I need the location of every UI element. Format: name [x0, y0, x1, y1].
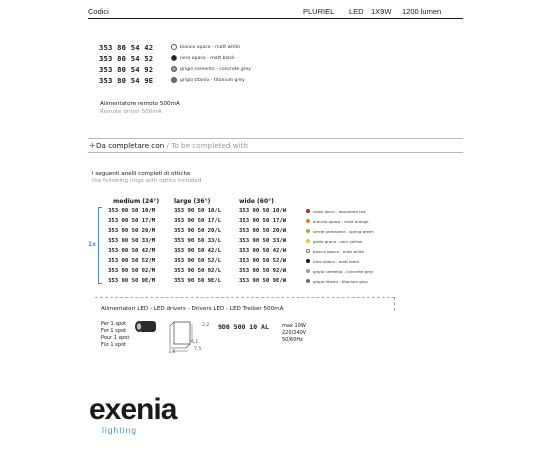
column-medium: medium (24°) — [113, 198, 160, 205]
color-name: grigio titanio - titanium grey — [180, 78, 245, 83]
ring-swatch — [306, 229, 310, 233]
spot-icon — [130, 316, 160, 340]
ring-swatch — [306, 259, 310, 263]
ring-color-name: nero opaco - matt black — [313, 259, 360, 264]
color-name: grigio cemento - concrete grey — [180, 67, 252, 72]
ring-code-large: 353 90 50 9E/L — [174, 278, 222, 284]
per-spot-en: For 1 spot — [101, 328, 126, 334]
header-product: PLURIEL — [303, 7, 335, 16]
ring-color-name: grigio cemento - concrete grey — [313, 269, 374, 274]
rings-intro-en: the following rings with optics included — [92, 178, 202, 184]
brand-logo: exenia — [89, 393, 177, 426]
remote-driver-it: Alimentatore remoto 500mA — [100, 101, 180, 107]
ring-color-name: rosso lacca - lacquered red — [313, 209, 366, 214]
ring-swatch — [306, 249, 310, 253]
header-rule — [88, 18, 463, 19]
column-wide: wide (60°) — [239, 198, 274, 205]
ring-code-large: 353 90 50 20/L — [174, 228, 222, 234]
ring-swatch — [306, 279, 310, 283]
ring-code-large: 353 90 50 92/L — [174, 268, 222, 274]
group-bracket — [98, 207, 102, 284]
ring-code-large: 353 90 50 10/L — [174, 208, 222, 214]
ring-color-name: verde primavera - spring green — [313, 229, 374, 234]
ring-code-wide: 353 90 50 20/W — [239, 228, 287, 234]
ring-code-wide: 353 90 50 17/W — [239, 218, 287, 224]
brand-logo-sub: lighting — [102, 425, 137, 435]
product-code: 353 80 54 42 — [99, 43, 154, 52]
rings-intro-it: i seguenti anelli completi di ottiche — [92, 171, 191, 177]
ring-code-wide: 353 90 50 42/W — [239, 248, 287, 254]
ring-code-medium: 353 90 50 9E/M — [108, 278, 156, 284]
ring-code-large: 353 90 50 52/L — [174, 258, 222, 264]
per-spot-it: Per 1 spot — [101, 321, 127, 327]
quantity-multiplier: 1x — [88, 241, 97, 248]
driver-spec: 220/240V — [282, 330, 307, 336]
color-swatch — [171, 55, 177, 61]
section-rule — [88, 138, 463, 139]
ring-code-medium: 353 90 50 20/M — [108, 228, 156, 234]
ring-code-wide: 353 90 50 33/W — [239, 238, 287, 244]
header-codes-label: Codici — [88, 7, 109, 16]
dimension-label: 7,5 — [194, 347, 202, 352]
driver-spec: max 10W — [282, 323, 306, 329]
header-power: 1X9W — [371, 7, 392, 16]
ring-swatch — [306, 219, 310, 223]
driver-code: 9D0 500 10 AL — [218, 323, 269, 331]
header-flux: 1200 lumen — [402, 7, 442, 16]
header-type: LED — [349, 7, 364, 16]
color-swatch — [171, 77, 177, 83]
ring-code-medium: 353 90 50 52/M — [108, 258, 156, 264]
ring-color-name: giallo grano - corn yellow — [313, 239, 363, 244]
product-code: 353 80 54 9E — [99, 76, 154, 85]
ring-code-wide: 353 90 50 52/W — [239, 258, 287, 264]
remote-driver-en: Remote driver 500mA — [100, 109, 162, 115]
per-spot-de: Für 1 spot — [101, 342, 126, 348]
drivers-title: Alimentatori LED - LED drivers - Drivers LED - LED Treiber 500mA — [101, 306, 284, 312]
ring-code-medium: 353 90 50 92/M — [108, 268, 156, 274]
color-name: bianco opaco - matt white — [180, 45, 241, 50]
ring-code-large: 353 90 50 17/L — [174, 218, 222, 224]
ring-code-wide: 353 90 50 10/W — [239, 208, 287, 214]
ring-code-medium: 353 90 50 10/M — [108, 208, 156, 214]
color-swatch — [171, 66, 177, 72]
ring-swatch — [306, 209, 310, 213]
per-spot-fr: Pour 1 spot — [101, 335, 130, 341]
ring-swatch — [306, 269, 310, 273]
ring-color-name: arancio opaco - matt orange — [313, 219, 369, 224]
ring-swatch — [306, 239, 310, 243]
ring-code-medium: 353 90 50 17/M — [108, 218, 156, 224]
color-swatch — [171, 44, 177, 50]
ring-code-large: 353 90 50 33/L — [174, 238, 222, 244]
ring-color-name: grigio titanio - titanium grey — [313, 279, 368, 284]
product-code: 353 80 54 52 — [99, 54, 154, 63]
dimension-label: 3,8 — [168, 350, 176, 355]
dimension-label: 2,2 — [202, 323, 210, 328]
ring-color-name: bianco opaco - matt white — [313, 249, 364, 254]
dimension-label: 6,1 — [191, 340, 199, 345]
plus-icon: + — [89, 141, 96, 150]
ring-code-medium: 353 90 50 42/M — [108, 248, 156, 254]
ring-code-wide: 353 90 50 9E/W — [239, 278, 287, 284]
column-large: large (36°) — [174, 198, 211, 205]
section-rule — [88, 152, 463, 153]
complete-heading: Da completare con / To be completed with — [96, 141, 248, 150]
ring-code-large: 353 90 50 42/L — [174, 248, 222, 254]
product-code: 353 80 54 92 — [99, 65, 154, 74]
ring-code-wide: 353 90 50 92/W — [239, 268, 287, 274]
ring-code-medium: 353 90 50 33/M — [108, 238, 156, 244]
driver-spec: 50/60Hz — [282, 337, 303, 343]
color-name: nero opaco - matt black — [180, 56, 235, 61]
